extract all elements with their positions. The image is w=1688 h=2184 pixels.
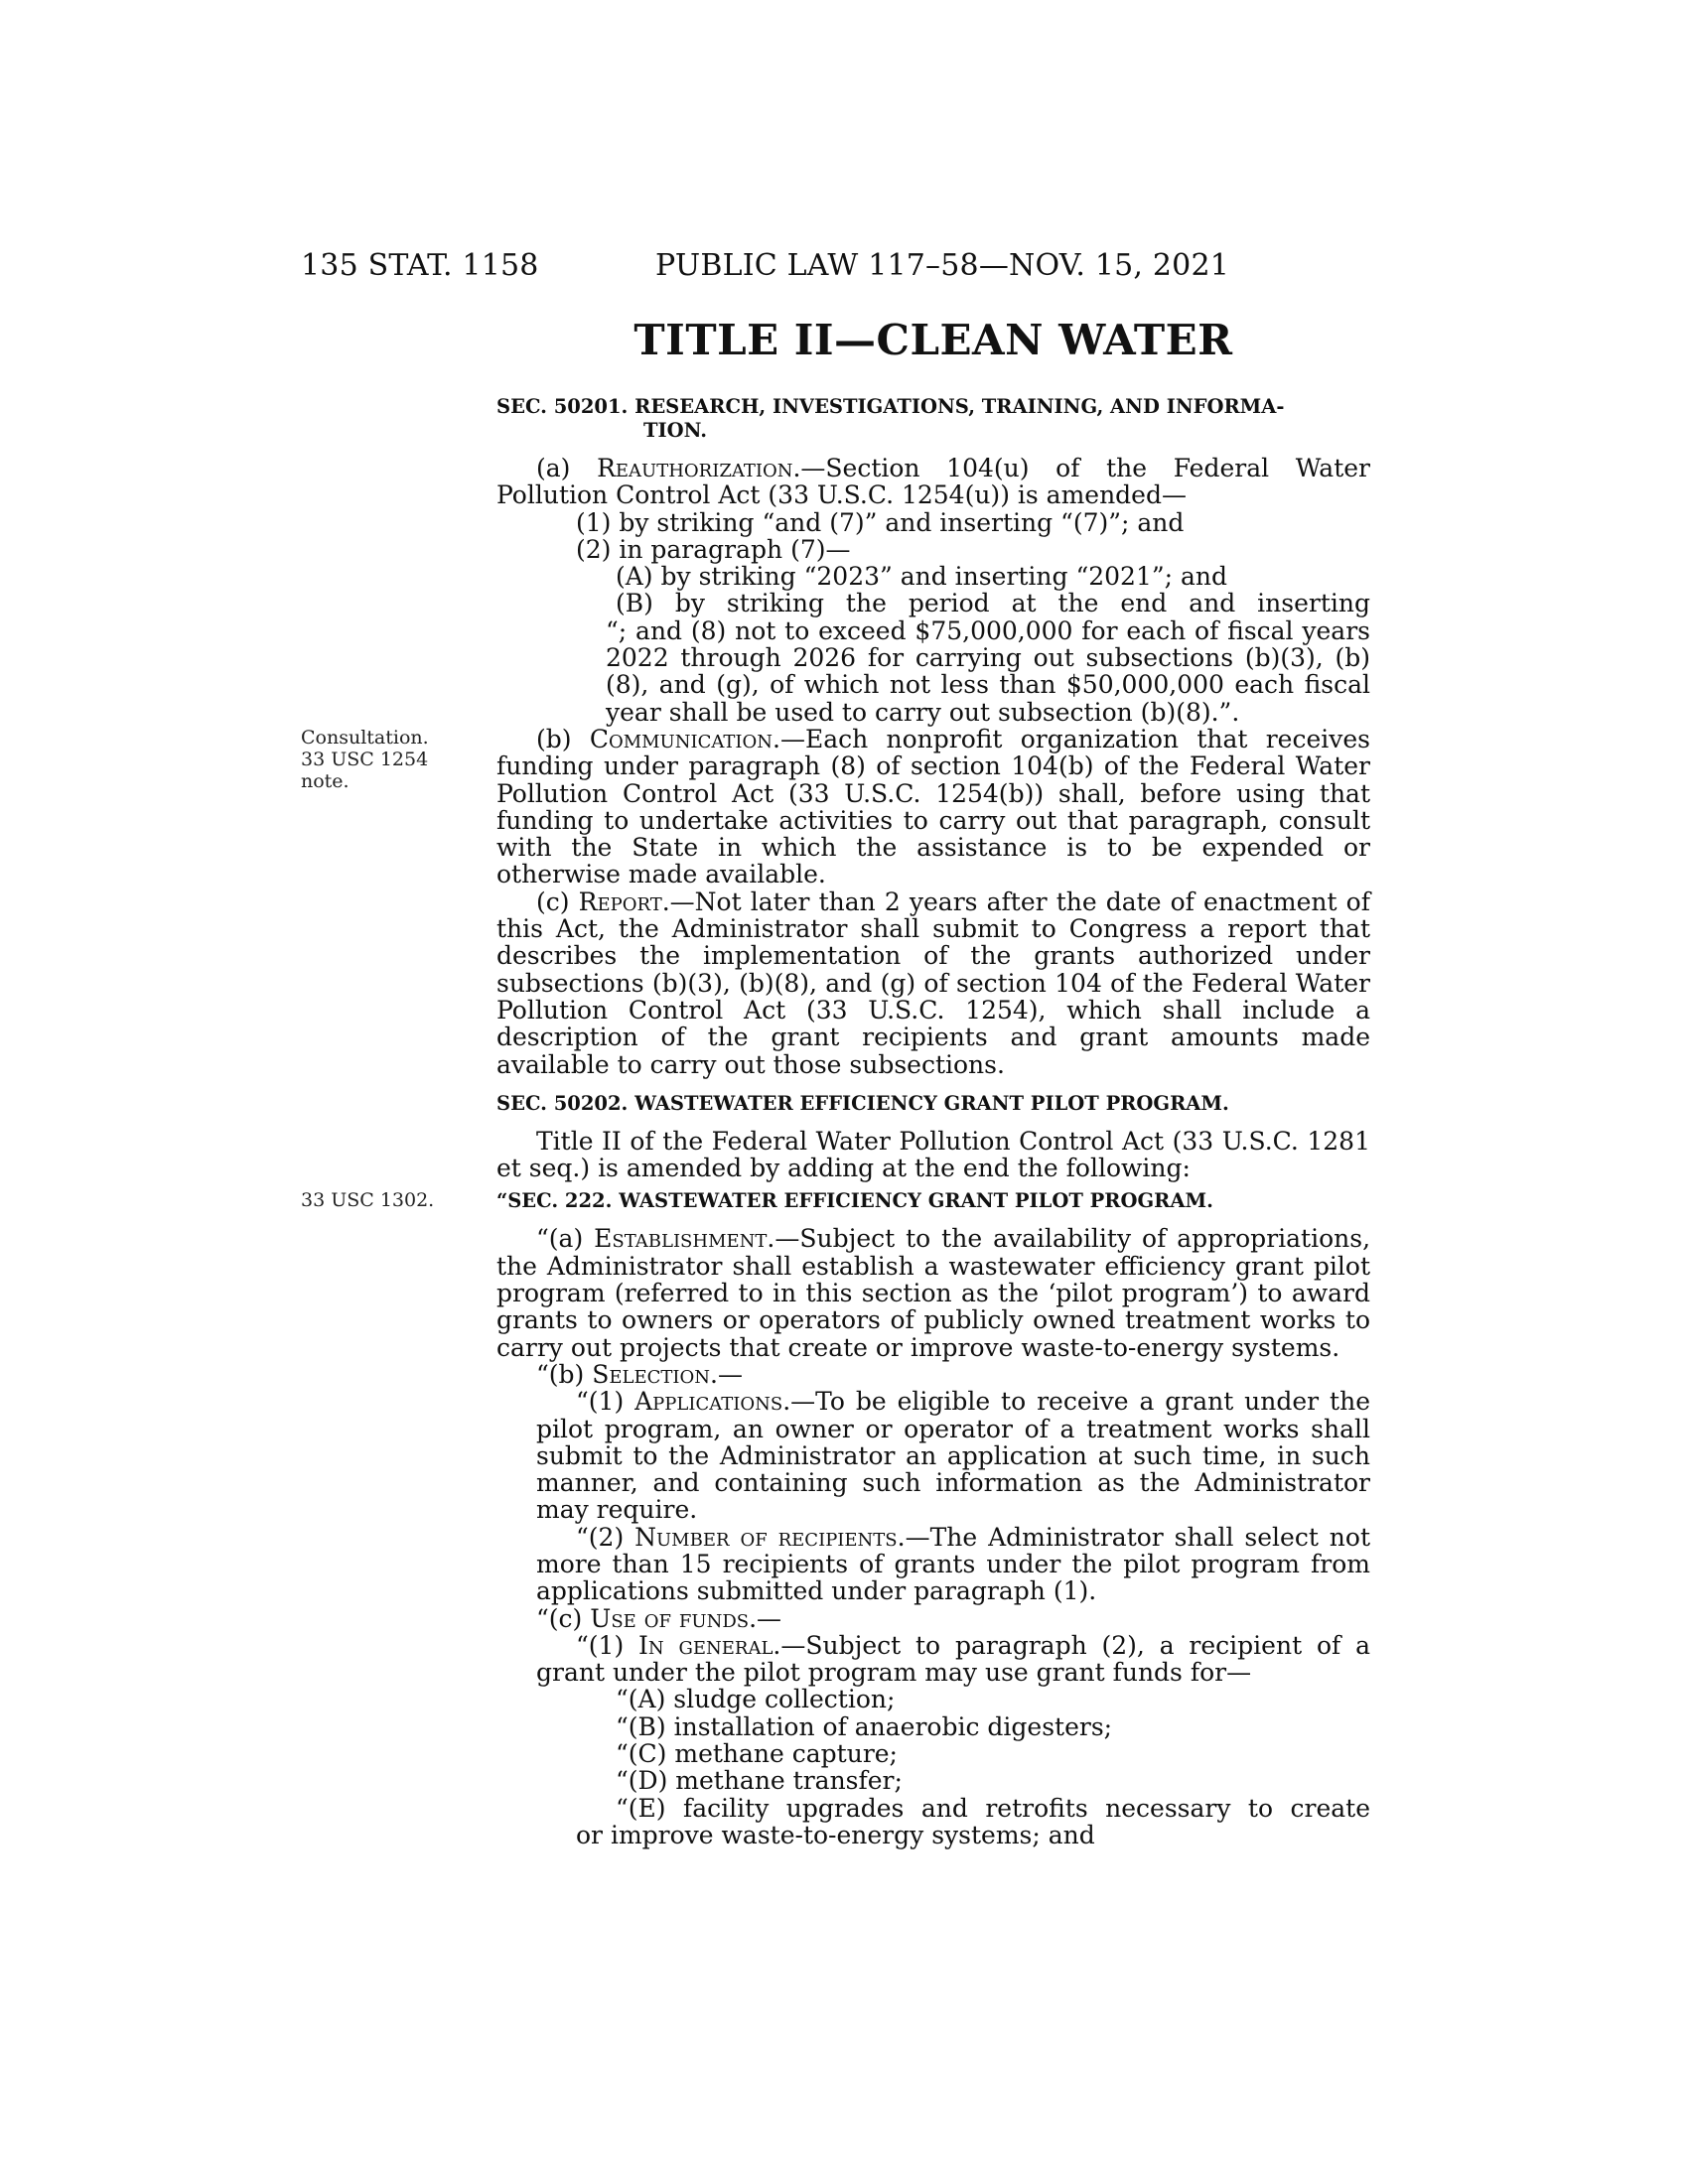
margin-note-line: Consultation. — [301, 727, 429, 749]
paragraph-text: .—Subject to paragraph (2), a recipient of a grant under the pilot program may use grant funds for— — [536, 1630, 1370, 1688]
subparagraph-B-rest: “; and (8) not to exceed $75,000,000 for each of fiscal years 2022 through 2026 for carrying out subsections (b)(3), (b)(8), and (g), of which not less than $50,000,000 each fiscal year shall be used to carry out subsection (b)(8).”. — [606, 615, 1370, 727]
item-E-first-line: “(E) facility upgrades and retrofits necessary to create — [616, 1793, 1370, 1823]
paragraph-label: “(1) — [576, 1630, 639, 1660]
sec222-subsection-a — [496, 1225, 1370, 1360]
margin-note-line: note. — [301, 770, 350, 792]
section-50202-intro — [496, 1128, 1370, 1182]
section-heading-line: TION. — [643, 419, 707, 442]
subsection-text: .—Subject to the availability of appropriations, the Administrator shall establish a wastewater efficiency grant pilot program (referred to in this section as the ‘pilot program’) to award grants to owners or operators of publicly owned treatment works to carry out projects that create or improve waste-to-energy systems. — [496, 1224, 1371, 1362]
subparagraph-B — [496, 590, 1370, 725]
subsection-label: “(b) — [536, 1359, 593, 1389]
subsection-label: (b) — [536, 724, 590, 753]
paragraph-label: “(2) — [576, 1522, 635, 1552]
subsection-caption: Use of funds — [590, 1603, 750, 1633]
sec222-c1-item-C: “(C) methane capture; — [616, 1739, 898, 1769]
subsection-c — [496, 888, 1370, 1078]
item-E-rest: or improve waste-to-energy systems; and — [576, 1820, 1095, 1849]
intro-text: Title II of the Federal Water Pollution Control Act (33 U.S.C. 1281 et seq.) is amended by adding at the end the following: — [496, 1126, 1370, 1183]
subparagraph-A: (A) by striking “2023” and inserting “2021”; and — [616, 562, 1228, 592]
sec222-c1-item-B: “(B) installation of anaerobic digesters; — [616, 1711, 1113, 1741]
margin-note-usc-1302: 33 USC 1302. — [301, 1189, 435, 1211]
section-heading-line: SEC. 50201. RESEARCH, INVESTIGATIONS, TRAINING, AND INFORMA- — [496, 395, 1285, 418]
subsection-caption: Reauthorization — [597, 454, 793, 482]
sec222-c1-item-A: “(A) sludge collection; — [616, 1685, 896, 1714]
section-50201 — [496, 395, 1370, 1848]
subparagraph-B-first-line: (B) by striking the period at the end and inserting — [616, 589, 1370, 618]
paragraph-text: .—To be eligible to receive a grant under the pilot program, an owner or operator of a treatment works shall submit to the Administrator an application at such time, in such manner, and containing such information as the Administrator may require. — [536, 1387, 1370, 1525]
section-heading — [496, 395, 1370, 443]
subsection-caption: Report — [578, 887, 662, 916]
subsection-b — [496, 726, 1370, 888]
paragraph-1: (1) by striking “and (7)” and inserting “(7)”; and — [576, 507, 1185, 537]
subsection-text: .—Each nonprofit organization that receives funding under paragraph (8) of section 104(b) of the Federal Water Pollution Control Act (33 U.S.C. 1254(b)) shall, before using that funding to undertake activities to carry out that paragraph, consult with the State in which the assistance is to be expended or otherwise made available. — [496, 724, 1370, 889]
paragraph-label: “(1) — [576, 1387, 635, 1417]
section-heading-50202: SEC. 50202. WASTEWATER EFFICIENCY GRANT PILOT PROGRAM. — [496, 1091, 1229, 1115]
paragraph-text: .—The Administrator shall select not more than 15 recipients of grants under the pilot program from applications submitted under paragraph (1). — [536, 1522, 1371, 1606]
sec222-c1-item-E — [496, 1795, 1370, 1849]
margin-note-consultation — [301, 727, 429, 792]
running-header: PUBLIC LAW 117–58—NOV. 15, 2021 — [655, 248, 1230, 283]
paragraph-2: (2) in paragraph (7)— — [576, 534, 851, 564]
title-heading: TITLE II—CLEAN WATER — [633, 316, 1233, 364]
subsection-label: (a) — [536, 454, 598, 482]
paragraph-caption: Applications — [634, 1387, 783, 1417]
paragraph-caption: Number of recipients — [634, 1522, 898, 1552]
subsection-text: .— — [710, 1359, 743, 1389]
sec222-subsection-c — [496, 1605, 1370, 1632]
page-stat-number: 135 STAT. 1158 — [301, 248, 539, 283]
sec222-b-paragraph-2 — [496, 1524, 1370, 1605]
paragraph-caption: In general — [638, 1630, 774, 1660]
subsection-label: (c) — [536, 887, 579, 916]
sec222-c1-item-D: “(D) methane transfer; — [616, 1766, 903, 1796]
subsection-caption: Communication — [589, 724, 773, 753]
section-222-heading: “SEC. 222. WASTEWATER EFFICIENCY GRANT PILOT PROGRAM. — [496, 1189, 1213, 1213]
subsection-caption: Establishment — [594, 1224, 768, 1254]
subsection-a — [496, 455, 1370, 509]
margin-note-line: 33 USC 1254 — [301, 749, 429, 770]
sec222-subsection-b — [496, 1361, 1370, 1388]
subsection-caption: Selection — [592, 1359, 711, 1389]
subsection-label: “(a) — [536, 1224, 595, 1254]
sec222-b-paragraph-1 — [496, 1388, 1370, 1523]
subsection-text: .— — [749, 1603, 782, 1633]
subsection-text: .—Not later than 2 years after the date of enactment of this Act, the Administrator shall submit to Congress a report that describes the implementation of the grants authorized under subsections (b)(3), (b)(8), and (g) of section 104 of the Federal Water Pollution Control Act (33 U.S.C. 1254), which shall include a description of the grant recipients and grant amounts made available to carry out those subsections. — [496, 887, 1370, 1079]
sec222-c-paragraph-1 — [496, 1632, 1370, 1687]
subsection-label: “(c) — [536, 1603, 591, 1633]
subsection-text: .—Section 104(u) of the Federal Water Pollution Control Act (33 U.S.C. 1254(u)) is amended— — [496, 454, 1370, 510]
